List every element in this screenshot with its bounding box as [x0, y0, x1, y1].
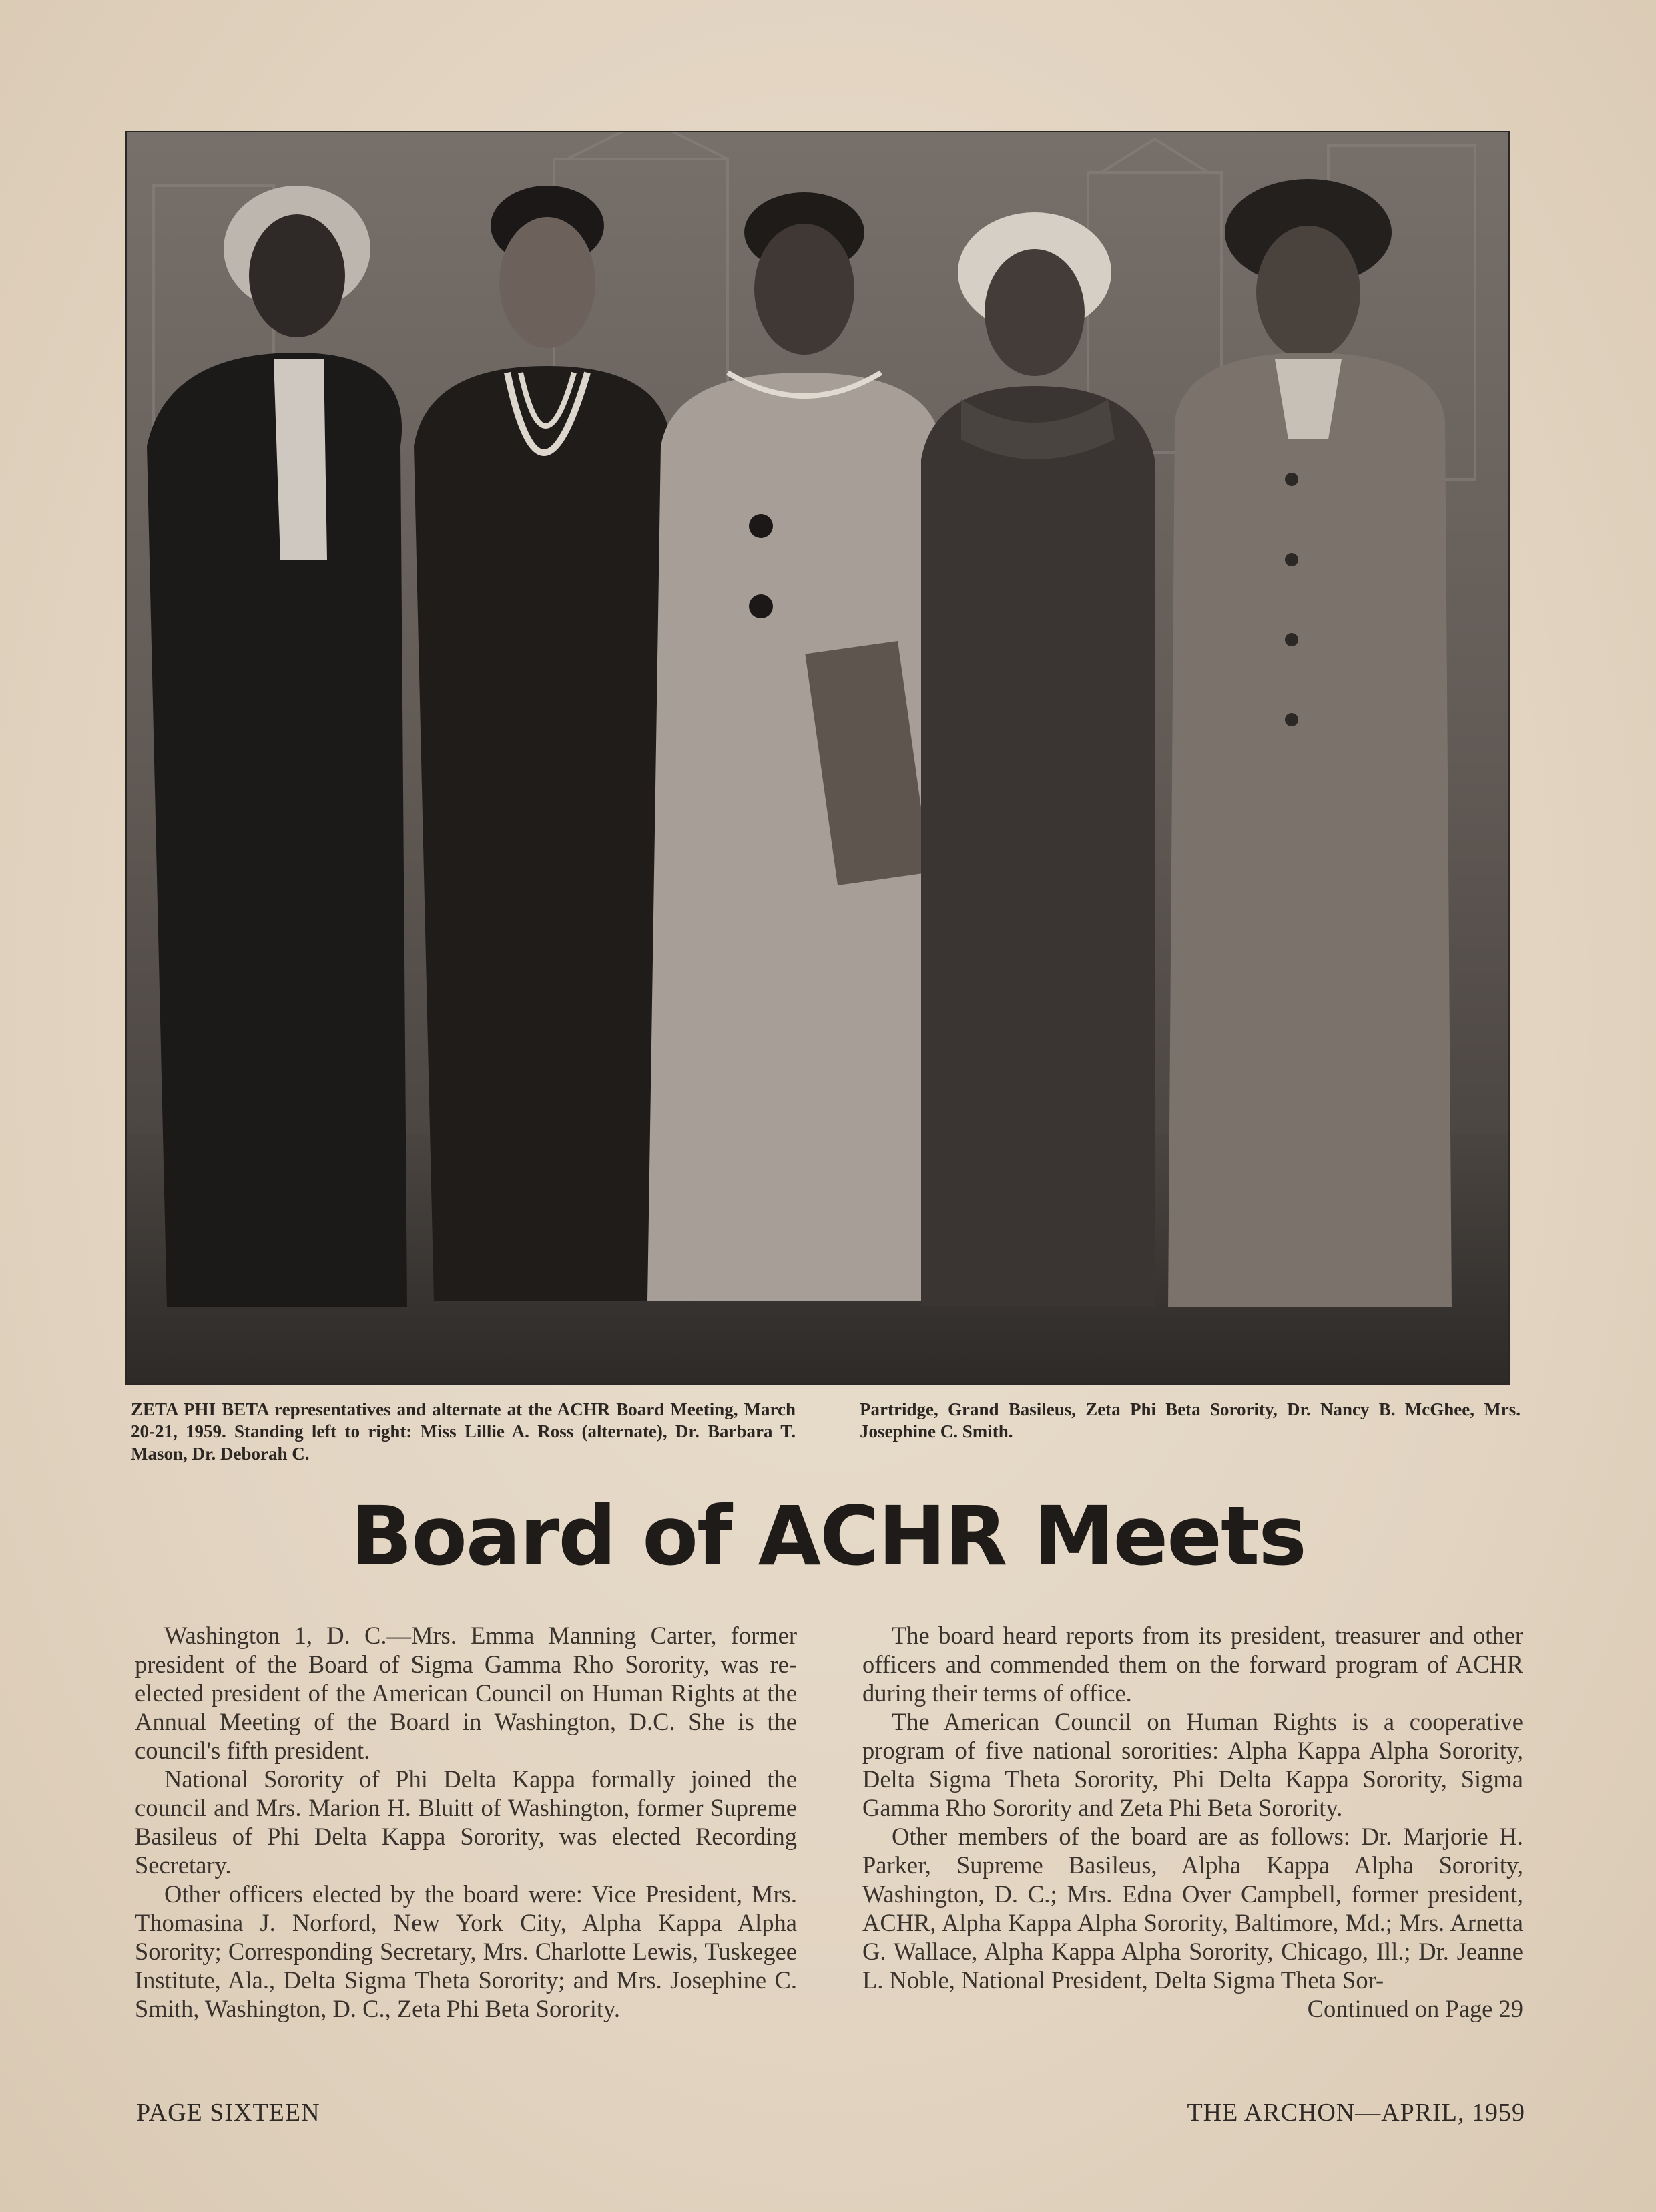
continued-note: Continued on Page 29	[1307, 1995, 1523, 2022]
photo-caption-left: ZETA PHI BETA representatives and alternate at the ACHR Board Meeting, March 20-21, 1959. Standing left to right: Miss Lillie A. Ross (alternate), Dr. Barbara T. Mason, Dr. Deborah C.	[131, 1399, 796, 1464]
page-number: PAGE SIXTEEN	[136, 2098, 320, 2127]
article-paragraph: The American Council on Human Rights is a cooperative program of five national sororities: Alpha Kappa Alpha Sorority, Delta Sigma Theta Sorority, Phi Delta Kappa Sorority, Sigma Gamma Rho Sorority and Zeta Phi Beta Sorority.	[862, 1708, 1523, 1821]
photo-caption-right: Partridge, Grand Basileus, Zeta Phi Beta Sorority, Dr. Nancy B. McGhee, Mrs. Josephine C. Smith.	[860, 1399, 1521, 1442]
article-paragraph: Other officers elected by the board were: Vice President, Mrs. Thomasina J. Norford, New York City, Alpha Kappa Alpha Sorority; Corresponding Secretary, Mrs. Charlotte Lewis, Tuskegee Institute, Ala., Delta Sigma Theta Sorority; and Mrs. Josephine C. Smith, Washington, D. C., Zeta Phi Beta Sorority.	[135, 1880, 797, 2022]
publication-line: THE ARCHON—APRIL, 1959	[1187, 2098, 1525, 2127]
article-paragraph: Other members of the board are as follows: Dr. Marjorie H. Parker, Supreme Basileus, Alpha Kappa Alpha Sorority, Washington, D. C.; Mrs. Edna Over Campbell, former president, ACHR, Alpha Kappa Alpha Sorority, Baltimore, Md.; Mrs. Arnetta G. Wallace, Alpha Kappa Alpha Sorority, Chicago, Ill.; Dr. Jeanne L. Noble, National President, Delta Sigma Theta Sor-	[862, 1823, 1523, 1994]
article-paragraph: Washington 1, D. C.—Mrs. Emma Manning Carter, former president of the Board of Sigma Gamma Rho Sorority, was re-elected president of the American Council on Human Rights at the Annual Meeting of the Board in Washington, D.C. She is the council's fifth president.	[135, 1622, 797, 1764]
article-headline: Board of ACHR Meets	[350, 1489, 1306, 1584]
article-paragraph: The board heard reports from its president, treasurer and other officers and commended them on the forward program of ACHR during their terms of office.	[862, 1622, 1523, 1707]
article-paragraph: National Sorority of Phi Delta Kappa formally joined the council and Mrs. Marion H. Bluitt of Washington, former Supreme Basileus of Phi Delta Kappa Sorority, was elected Recording Secretary.	[135, 1765, 797, 1879]
article-column-left	[135, 1621, 797, 2023]
photo-illustration	[127, 132, 1508, 1383]
group-photograph	[127, 132, 1508, 1383]
article-column-right	[862, 1621, 1523, 2023]
